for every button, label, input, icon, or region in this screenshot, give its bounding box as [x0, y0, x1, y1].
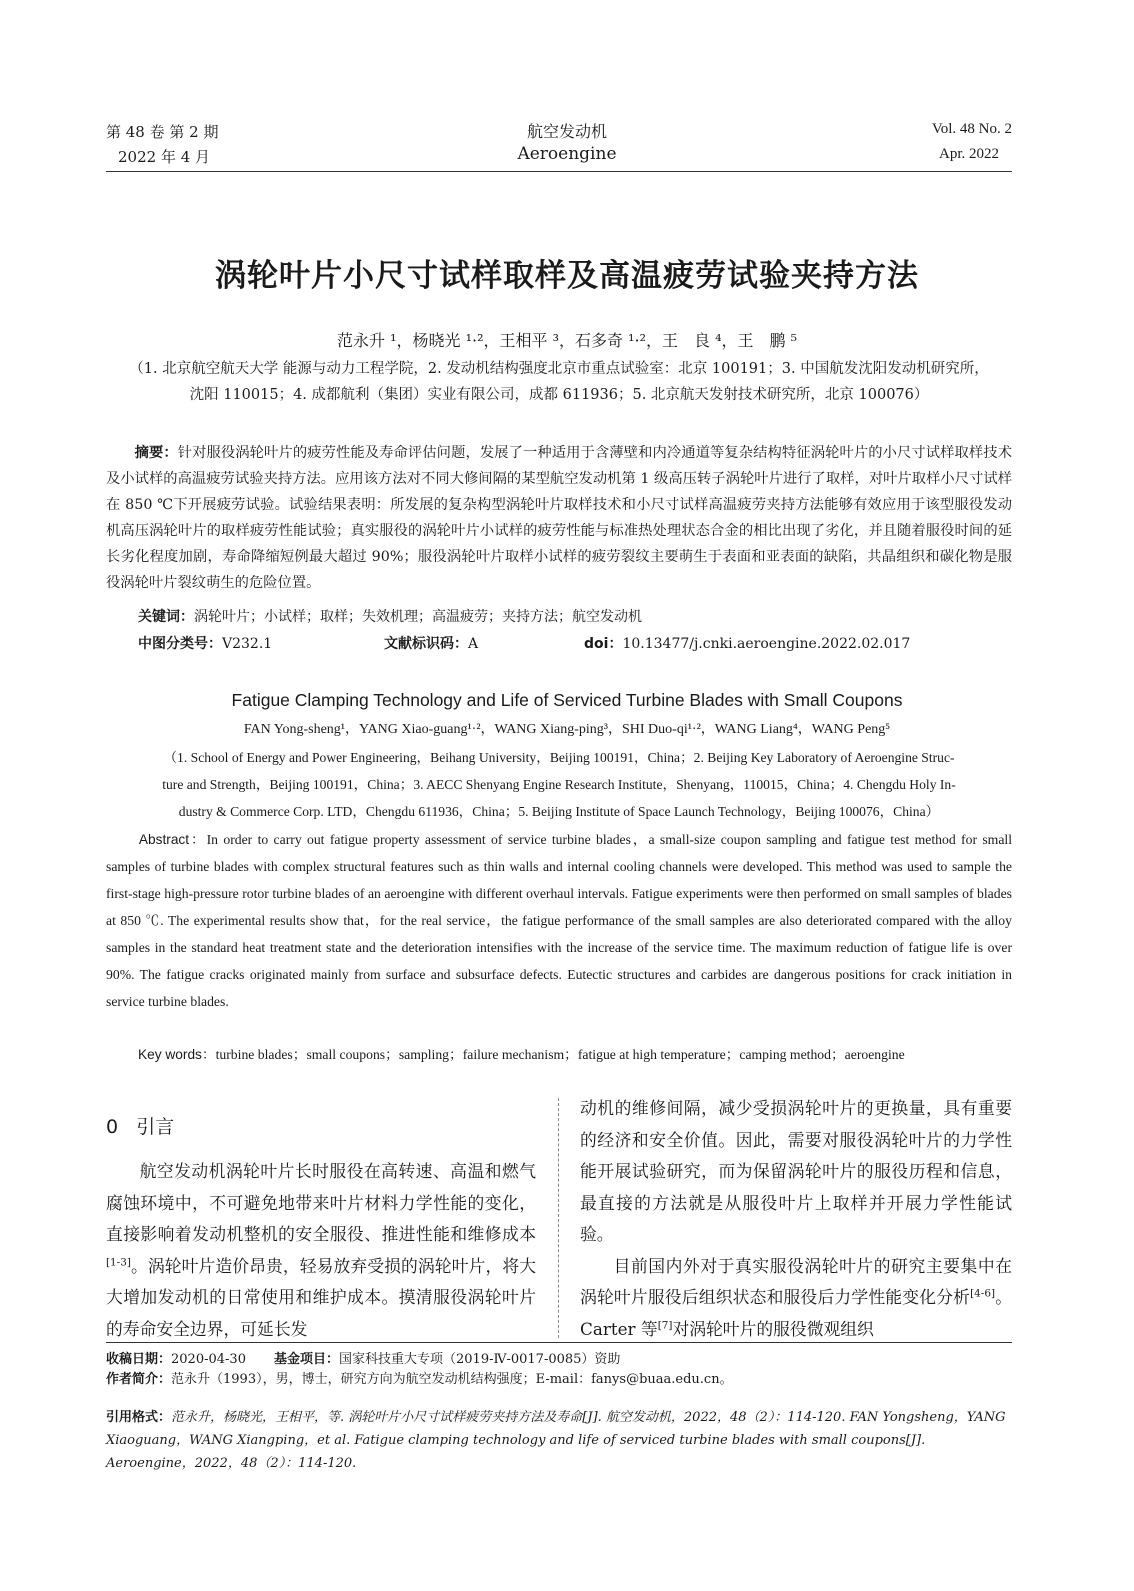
intro-para-1a: 航空发动机涡轮叶片长时服役在高转速、高温和燃气腐蚀环境中，不可避免地带来叶片材料力学性能的变化，直接影响着发动机整机的安全服役、推进性能和维修成本: [106, 1161, 536, 1244]
received-label: 收稿日期：: [106, 1352, 172, 1367]
abstract-en-label: Abstract：: [138, 832, 207, 847]
author-list: 范永升 ¹，杨晓光 ¹·²，王相平 ³，石多奇 ¹·²，王 良 ⁴，王 鹏 ⁵: [336, 331, 797, 350]
affiliation-en-line-3: dustry & Commerce Corp. LTD，Chengdu 611936，China；5. Beijing Institute of Space Launch Technology，Beijing 100076，China）: [178, 804, 940, 819]
citation-ref: [1-3]: [106, 1255, 131, 1268]
keywords-cn: [138, 606, 1012, 626]
citation-format: [106, 1406, 1012, 1475]
abstract-cn-label: 摘要：: [134, 445, 178, 461]
fund-text: 国家科技重大专项（2019-Ⅳ-0017-0085）资助: [339, 1352, 621, 1367]
intro-right-column: [580, 1093, 1012, 1345]
section-heading: [106, 1112, 174, 1139]
intro-para-2c: 对涡轮叶片的服役微观组织: [672, 1318, 874, 1339]
journal-date-en: Apr. 2022: [939, 146, 999, 162]
paper-title-en: Fatigue Clamping Technology and Life of Serviced Turbine Blades with Small Coupons: [231, 690, 903, 710]
abstract-en-text: In order to carry out fatigue property assessment of service turbine blades，a small-size coupon sampling and fatigue test method for small samples of turbine blades with complex structural features such as thin walls and internal cooling channels were developed. This method was used to sample the first-stage high-pressure rotor turbine blades of an aeroengine with different overhaul intervals. Fatigue experiments were then performed on small samples of blades at 850 ℃. The experimental results show that，for the real service，the fatigue performance of the small samples are also deteriorated compared with the alloy samples in the standard heat treatment state and the deterioration intensifies with the increase of the service time. The maximum reduction of fatigue life is over 90%. The fatigue cracks originated mainly from surface and subsurface defects. Eutectic structures and carbides are dangerous positions for crack initiation in service turbine blades.: [106, 832, 1012, 1009]
affiliation-line-1: （1. 北京航空航天大学 能源与动力工程学院，2. 发动机结构强度北京市重点试验室：北京 100191；3. 中国航发沈阳发动机研究所，: [129, 361, 989, 377]
journal-name-cn: 航空发动机: [526, 122, 607, 141]
received-date-row: [106, 1348, 1012, 1367]
abstract-cn-text: 针对服役涡轮叶片的疲劳性能及寿命评估问题，发展了一种适用于含薄壁和内冷通道等复杂结构特征涡轮叶片的小尺寸试样取样技术及小试样的高温疲劳试验夹持方法。应用该方法对不同大修间隔的某型航空发动机第 1 级高压转子涡轮叶片进行了取样，对叶片取样小尺寸试样在 850 ℃下开展疲劳试验。试验结果表明：所发展的复杂构型涡轮叶片取样技术和小尺寸试样高温疲劳夹持方法能够有效应用于该型服役发动机高压涡轮叶片的取样疲劳性能试验；真实服役的涡轮叶片小试样的疲劳性能与标准热处理状态合金的相比出现了劣化，并且随着服役时间的延长劣化程度加剧，寿命降缩短例最大超过 90%；服役涡轮叶片取样小试样的疲劳裂纹主要萌生于表面和亚表面的缺陷，共晶组织和碳化物是服役涡轮叶片裂纹萌生的危险位置。: [106, 445, 1012, 591]
intro-left-column: [106, 1156, 536, 1345]
doi-label: doi：: [584, 636, 623, 652]
keywords-en-text: turbine blades；small coupons；sampling；failure mechanism；fatigue at high temperature；camping method；aeroengine: [215, 1047, 905, 1062]
author-bio-text: 范永升（1993），男，博士，研究方向为航空发动机结构强度；E-mail：fanys@buaa.edu.cn。: [171, 1372, 733, 1387]
doc-code-label: 文献标识码：: [384, 636, 468, 652]
intro-para-1b: 。涡轮叶片造价昂贵，轻易放弃受损的涡轮叶片，将大大增加发动机的日常使用和维护成本。摸清服役涡轮叶片的寿命安全边界，可延长发: [106, 1255, 536, 1339]
journal-name-en: Aeroengine: [517, 144, 617, 164]
section-number: 0: [106, 1116, 119, 1138]
fund-label: 基金项目：: [274, 1352, 340, 1367]
citation-label: 引用格式：: [106, 1410, 172, 1425]
received-date: 2020-04-30: [171, 1352, 246, 1367]
intro-para-2: [580, 1251, 1012, 1346]
citation-text: 范永升，杨晓光，王相平，等. 涡轮叶片小尺寸试样疲劳夹持方法及寿命[J]. 航空发动机，2022，48（2）：114-120. FAN Yongsheng，YANG Xiaoguang，WANG Xiangping，et al. Fatigue clamping technology and life of serviced turbine blades with small coupons[J]. Aeroengine，2022，48（2）：114-120.: [106, 1410, 1006, 1471]
doc-code-value: A: [468, 636, 479, 652]
footnote-rule: [106, 1342, 1012, 1343]
classification-row: [138, 633, 1012, 653]
doi-value: 10.13477/j.cnki.aeroengine.2022.02.017: [622, 636, 911, 652]
author-bio-row: [106, 1368, 1012, 1387]
abstract-en: [106, 826, 1012, 1015]
intro-para-2b: 。Carter 等: [580, 1287, 1012, 1339]
section-title: 引言: [136, 1116, 175, 1138]
abstract-cn: [106, 440, 1012, 596]
journal-vol-en: Vol. 48 No. 2: [931, 121, 1012, 137]
journal-volume-issue: 第 48 卷 第 2 期: [106, 123, 219, 141]
citation-ref: [7]: [657, 1318, 673, 1331]
paper-title: 涡轮叶片小尺寸试样取样及高温疲劳试验夹持方法: [215, 258, 919, 294]
keywords-cn-text: 涡轮叶片；小试样；取样；失效机理；高温疲劳；夹持方法；航空发动机: [194, 609, 642, 625]
affiliation-en: [106, 744, 1012, 825]
keywords-en-label: Key words：: [138, 1047, 216, 1062]
journal-date: 2022 年 4 月: [118, 148, 211, 166]
intro-para-2a: 目前国内外对于真实服役涡轮叶片的研究主要集中在涡轮叶片服役后组织状态和服役后力学性能变化分析: [580, 1255, 1012, 1307]
author-list-en: FAN Yong-sheng¹，YANG Xiao-guang¹·²，WANG Xiang-ping³，SHI Duo-qi¹·²，WANG Liang⁴，WANG Peng⁵: [243, 722, 891, 737]
citation-ref: [4-6]: [970, 1287, 996, 1300]
clc-label: 中图分类号：: [138, 636, 222, 652]
affiliation-line-2: 沈阳 110015；4. 成都航利（集团）实业有限公司，成都 611936；5. 北京航天发射技术研究所，北京 100076）: [189, 387, 929, 403]
column-divider: [558, 1098, 559, 1338]
clc-value: V232.1: [222, 636, 273, 652]
keywords-cn-label: 关键词：: [138, 609, 194, 625]
keywords-en: [138, 1043, 1012, 1063]
affiliation-en-line-1: （1. School of Energy and Power Engineering，Beihang University，Beijing 100191，China；2. Beijing Key Laboratory of Aeroengine Struc-: [163, 750, 955, 765]
intro-para-1c: 动机的维修间隔，减少受损涡轮叶片的更换量，具有重要的经济和安全价值。因此，需要对服役涡轮叶片的力学性能开展试验研究，而为保留涡轮叶片的服役历程和信息，最直接的方法就是从服役叶片上取样并开展力学性能试验。: [580, 1098, 1012, 1244]
affiliation-en-line-2: ture and Strength，Beijing 100191，China；3. AECC Shenyang Engine Research Institute，Shenyang，110015，China；4. Chengdu Holy In-: [162, 777, 956, 792]
header-rule: [106, 171, 1012, 172]
author-bio-label: 作者简介：: [106, 1372, 172, 1387]
